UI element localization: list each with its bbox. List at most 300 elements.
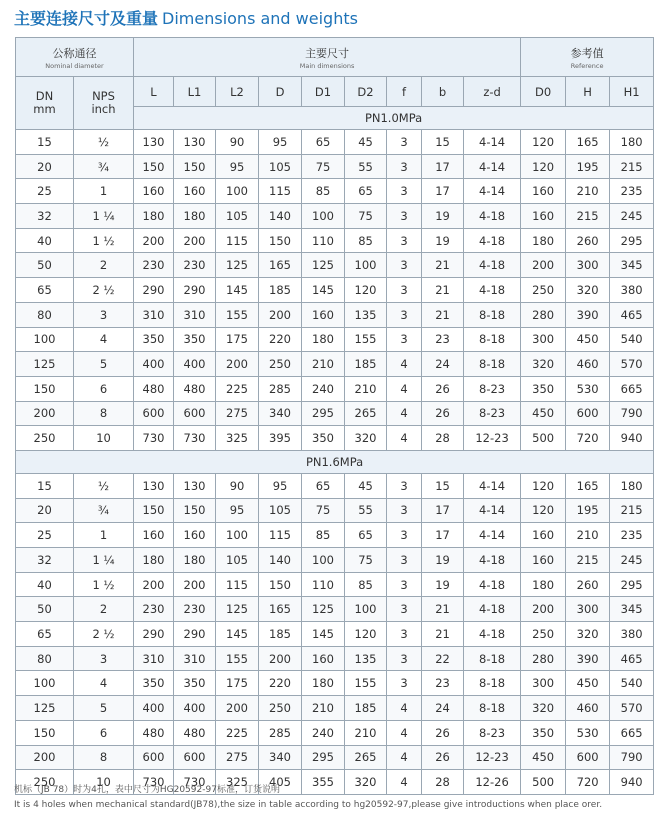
table-cell: 260: [566, 228, 610, 253]
table-cell: 130: [134, 473, 174, 498]
table-cell: 350: [134, 671, 174, 696]
table-cell: 195: [566, 154, 610, 179]
table-cell: 120: [521, 130, 566, 155]
table-cell: 80: [16, 302, 74, 327]
table-cell: 390: [566, 646, 610, 671]
table-cell: 530: [566, 376, 610, 401]
table-cell: 65: [302, 473, 345, 498]
table-cell: 295: [302, 745, 345, 770]
col-header-b: b: [422, 77, 464, 107]
table-cell: 570: [610, 352, 654, 377]
table-cell: 95: [216, 154, 259, 179]
table-cell: 3: [74, 646, 134, 671]
table-cell: 160: [521, 179, 566, 204]
table-cell: 3: [387, 498, 422, 523]
table-cell: 5: [74, 696, 134, 721]
table-cell: 250: [16, 770, 74, 795]
table-cell: 21: [422, 302, 464, 327]
table-cell: 125: [16, 352, 74, 377]
table-cell: 3: [387, 154, 422, 179]
table-cell: 215: [610, 498, 654, 523]
table-cell: 95: [216, 498, 259, 523]
table-cell: 460: [566, 696, 610, 721]
table-cell: 65: [16, 278, 74, 303]
table-row: [16, 498, 654, 523]
table-cell: 480: [134, 720, 174, 745]
table-row: [16, 401, 654, 426]
table-cell: 4: [74, 671, 134, 696]
table-cell: 15: [16, 130, 74, 155]
table-cell: 480: [134, 376, 174, 401]
table-cell: 320: [345, 770, 387, 795]
table-cell: 500: [521, 770, 566, 795]
section-pn10-body: [16, 130, 654, 451]
table-cell: 8-23: [464, 720, 521, 745]
table-cell: 95: [259, 473, 302, 498]
table-cell: 210: [345, 720, 387, 745]
table-cell: 1 ¼: [74, 548, 134, 573]
table-cell: 90: [216, 473, 259, 498]
footnote-zh: 机标（JB 78）时为4孔，表中尺寸为HG20592-97标准，订货说明: [14, 785, 280, 795]
table-cell: 3: [387, 523, 422, 548]
table-cell: 230: [174, 597, 216, 622]
table-cell: 3: [387, 671, 422, 696]
table-cell: 125: [302, 597, 345, 622]
title-zh: 主要连接尺寸及重量: [14, 9, 159, 28]
table-cell: 24: [422, 352, 464, 377]
table-cell: 180: [174, 548, 216, 573]
table-cell: 310: [174, 646, 216, 671]
table-cell: 3: [387, 204, 422, 229]
table-cell: 45: [345, 130, 387, 155]
table-cell: 150: [259, 572, 302, 597]
table-cell: ½: [74, 130, 134, 155]
table-cell: 185: [345, 352, 387, 377]
table-cell: 200: [216, 696, 259, 721]
col-header-f: f: [387, 77, 422, 107]
table-cell: 215: [566, 548, 610, 573]
table-cell: 145: [302, 278, 345, 303]
table-cell: 720: [566, 426, 610, 451]
table-cell: 4: [387, 770, 422, 795]
table-cell: 23: [422, 671, 464, 696]
table-cell: 400: [174, 352, 216, 377]
table-cell: 400: [134, 696, 174, 721]
table-cell: 85: [345, 228, 387, 253]
table-cell: 150: [16, 376, 74, 401]
table-cell: 180: [521, 228, 566, 253]
table-cell: 500: [521, 426, 566, 451]
table-cell: 24: [422, 696, 464, 721]
table-cell: 160: [174, 179, 216, 204]
section-label-pn10: PN1.0MPa: [134, 107, 654, 130]
table-cell: 465: [610, 302, 654, 327]
table-cell: 3: [387, 597, 422, 622]
table-cell: 105: [216, 548, 259, 573]
table-cell: 40: [16, 228, 74, 253]
table-cell: 240: [302, 376, 345, 401]
table-cell: 100: [16, 327, 74, 352]
group-main-dimensions: 主要尺寸 Main dimensions: [134, 38, 521, 77]
table-cell: 350: [302, 426, 345, 451]
table-cell: 100: [16, 671, 74, 696]
table-cell: 65: [16, 622, 74, 647]
table-cell: 4: [387, 720, 422, 745]
table-cell: 120: [345, 278, 387, 303]
table-cell: 180: [521, 572, 566, 597]
table-cell: 480: [174, 720, 216, 745]
table-cell: 20: [16, 498, 74, 523]
table-cell: 320: [566, 278, 610, 303]
table-cell: 275: [216, 745, 259, 770]
table-cell: 275: [216, 401, 259, 426]
table-cell: 3: [387, 130, 422, 155]
table-cell: 19: [422, 228, 464, 253]
table-cell: 4-14: [464, 498, 521, 523]
table-cell: 100: [345, 597, 387, 622]
table-cell: 175: [216, 671, 259, 696]
table-cell: 310: [174, 302, 216, 327]
table-cell: ¾: [74, 154, 134, 179]
table-cell: 8-18: [464, 302, 521, 327]
table-cell: 8: [74, 401, 134, 426]
table-cell: 250: [259, 696, 302, 721]
table-cell: 26: [422, 401, 464, 426]
table-cell: 4-18: [464, 622, 521, 647]
table-cell: 32: [16, 204, 74, 229]
table-cell: 290: [134, 278, 174, 303]
table-cell: 310: [134, 302, 174, 327]
table-cell: 8-23: [464, 401, 521, 426]
table-cell: 480: [174, 376, 216, 401]
table-cell: 135: [345, 302, 387, 327]
table-cell: 280: [521, 302, 566, 327]
table-row: [16, 720, 654, 745]
table-cell: 8-18: [464, 352, 521, 377]
table-cell: 130: [134, 130, 174, 155]
table-cell: 23: [422, 327, 464, 352]
table-cell: 540: [610, 327, 654, 352]
table-row: [16, 696, 654, 721]
table-cell: 340: [259, 745, 302, 770]
table-cell: 155: [216, 302, 259, 327]
table-cell: 600: [174, 745, 216, 770]
table-cell: 155: [345, 671, 387, 696]
table-cell: 115: [259, 523, 302, 548]
table-cell: 65: [345, 523, 387, 548]
table-cell: 940: [610, 770, 654, 795]
table-cell: 105: [259, 498, 302, 523]
table-cell: 115: [216, 572, 259, 597]
table-cell: 1: [74, 523, 134, 548]
table-cell: 100: [345, 253, 387, 278]
col-header-h1: H1: [610, 77, 654, 107]
table-cell: 290: [174, 278, 216, 303]
table-cell: 125: [216, 253, 259, 278]
table-row: [16, 622, 654, 647]
table-cell: 145: [216, 278, 259, 303]
table-cell: 100: [216, 523, 259, 548]
table-cell: 1 ½: [74, 228, 134, 253]
table-cell: 355: [302, 770, 345, 795]
table-cell: 295: [610, 572, 654, 597]
table-cell: 210: [302, 352, 345, 377]
table-cell: 105: [216, 204, 259, 229]
table-cell: 790: [610, 745, 654, 770]
table-cell: 180: [302, 327, 345, 352]
table-cell: 320: [345, 426, 387, 451]
table-cell: 45: [345, 473, 387, 498]
table-cell: 245: [610, 204, 654, 229]
table-cell: 4-14: [464, 523, 521, 548]
table-cell: 65: [302, 130, 345, 155]
table-cell: 200: [216, 352, 259, 377]
table-cell: 380: [610, 278, 654, 303]
table-cell: 2: [74, 253, 134, 278]
table-cell: 180: [302, 671, 345, 696]
table-cell: 350: [174, 671, 216, 696]
table-cell: 160: [174, 523, 216, 548]
table-cell: 665: [610, 720, 654, 745]
table-cell: 200: [259, 302, 302, 327]
table-cell: 200: [16, 745, 74, 770]
table-cell: 265: [345, 745, 387, 770]
table-cell: 155: [216, 646, 259, 671]
table-cell: 120: [521, 473, 566, 498]
table-cell: 4-18: [464, 253, 521, 278]
table-row: [16, 597, 654, 622]
table-cell: 12-23: [464, 745, 521, 770]
table-cell: 175: [216, 327, 259, 352]
col-header-d2: D2: [345, 77, 387, 107]
table-cell: 250: [521, 622, 566, 647]
table-cell: 730: [134, 426, 174, 451]
table-cell: 600: [174, 401, 216, 426]
table-cell: 195: [566, 498, 610, 523]
table-cell: 17: [422, 154, 464, 179]
table-cell: 600: [566, 401, 610, 426]
table-row: [16, 376, 654, 401]
group-nominal-diameter: 公称通径 Nominal diameter: [16, 38, 134, 77]
table-cell: 230: [174, 253, 216, 278]
table-cell: 4: [387, 376, 422, 401]
table-row: [16, 646, 654, 671]
table-cell: 265: [345, 401, 387, 426]
table-cell: 3: [387, 327, 422, 352]
table-cell: 215: [610, 154, 654, 179]
table-cell: 4-14: [464, 179, 521, 204]
table-cell: 22: [422, 646, 464, 671]
table-cell: 200: [259, 646, 302, 671]
table-row: [16, 327, 654, 352]
table-cell: 85: [302, 179, 345, 204]
table-cell: 450: [521, 745, 566, 770]
table-cell: 19: [422, 204, 464, 229]
table-cell: 95: [259, 130, 302, 155]
table-cell: 730: [174, 770, 216, 795]
table-row: [16, 179, 654, 204]
group-reference: 参考值 Reference: [521, 38, 654, 77]
table-cell: 140: [259, 204, 302, 229]
table-cell: 160: [302, 302, 345, 327]
table-cell: 150: [134, 498, 174, 523]
table-cell: 210: [566, 179, 610, 204]
section-pn16-body: [16, 473, 654, 794]
title-en: Dimensions and weights: [162, 9, 358, 28]
table-cell: 3: [387, 572, 422, 597]
table-cell: 200: [16, 401, 74, 426]
table-cell: 12-26: [464, 770, 521, 795]
table-cell: 230: [134, 253, 174, 278]
table-cell: 320: [566, 622, 610, 647]
table-cell: 110: [302, 228, 345, 253]
table-cell: 100: [302, 204, 345, 229]
table-cell: 160: [521, 204, 566, 229]
table-cell: 8-18: [464, 327, 521, 352]
table-cell: 75: [302, 154, 345, 179]
table-cell: 3: [387, 473, 422, 498]
table-cell: 400: [134, 352, 174, 377]
table-cell: 200: [134, 228, 174, 253]
table-cell: 730: [134, 770, 174, 795]
table-cell: 200: [134, 572, 174, 597]
col-header-dn: DN mm: [16, 77, 74, 130]
table-cell: 26: [422, 745, 464, 770]
table-cell: 180: [610, 473, 654, 498]
table-cell: 26: [422, 720, 464, 745]
table-cell: 135: [345, 646, 387, 671]
table-cell: 465: [610, 646, 654, 671]
table-cell: 28: [422, 426, 464, 451]
table-cell: 165: [566, 473, 610, 498]
table-cell: 150: [134, 154, 174, 179]
table-cell: 4-18: [464, 204, 521, 229]
table-cell: 200: [521, 597, 566, 622]
table-row: [16, 130, 654, 155]
table-cell: 250: [521, 278, 566, 303]
table-cell: 21: [422, 278, 464, 303]
table-cell: 4: [387, 352, 422, 377]
table-cell: 8: [74, 745, 134, 770]
table-cell: 4: [387, 426, 422, 451]
table-cell: 15: [422, 130, 464, 155]
table-cell: 320: [521, 352, 566, 377]
table-cell: 3: [387, 253, 422, 278]
table-cell: 295: [302, 401, 345, 426]
table-cell: 75: [302, 498, 345, 523]
table-row: [16, 253, 654, 278]
table-cell: 15: [16, 473, 74, 498]
table-cell: 300: [566, 597, 610, 622]
table-cell: 15: [422, 473, 464, 498]
table-cell: 720: [566, 770, 610, 795]
footnote: [14, 783, 602, 813]
table-cell: 4-18: [464, 278, 521, 303]
table-cell: 32: [16, 548, 74, 573]
table-cell: 320: [521, 696, 566, 721]
table-cell: 6: [74, 720, 134, 745]
table-cell: 26: [422, 376, 464, 401]
table-cell: 17: [422, 179, 464, 204]
table-cell: 4: [387, 696, 422, 721]
page-title: [14, 6, 358, 29]
table-cell: 125: [16, 696, 74, 721]
table-cell: 790: [610, 401, 654, 426]
table-cell: 325: [216, 770, 259, 795]
col-header-h: H: [566, 77, 610, 107]
table-cell: 730: [174, 426, 216, 451]
table-cell: 210: [302, 696, 345, 721]
table-cell: 4-18: [464, 228, 521, 253]
table-cell: 55: [345, 498, 387, 523]
table-cell: 285: [259, 376, 302, 401]
table-cell: 100: [302, 548, 345, 573]
table-cell: 240: [302, 720, 345, 745]
table-cell: 130: [174, 473, 216, 498]
table-cell: 665: [610, 376, 654, 401]
table-cell: 570: [610, 696, 654, 721]
table-cell: 3: [387, 302, 422, 327]
table-cell: 220: [259, 671, 302, 696]
table-cell: 3: [387, 548, 422, 573]
table-cell: 115: [216, 228, 259, 253]
table-cell: 600: [134, 401, 174, 426]
table-cell: 160: [521, 523, 566, 548]
table-cell: 12-23: [464, 426, 521, 451]
table-cell: 165: [259, 253, 302, 278]
table-cell: 110: [302, 572, 345, 597]
table-cell: 250: [259, 352, 302, 377]
table-row: [16, 671, 654, 696]
table-cell: 3: [74, 302, 134, 327]
table-cell: 290: [134, 622, 174, 647]
table-cell: 150: [259, 228, 302, 253]
table-cell: 450: [566, 327, 610, 352]
table-cell: 50: [16, 253, 74, 278]
table-cell: 160: [134, 179, 174, 204]
col-header-d0: D0: [521, 77, 566, 107]
table-cell: 210: [566, 523, 610, 548]
col-header-l1: L1: [174, 77, 216, 107]
table-cell: ¾: [74, 498, 134, 523]
section-label-pn16: PN1.6MPa: [16, 450, 654, 473]
table-cell: 65: [345, 179, 387, 204]
table-cell: 600: [134, 745, 174, 770]
table-cell: 310: [134, 646, 174, 671]
table-cell: 145: [302, 622, 345, 647]
table-cell: 8-18: [464, 696, 521, 721]
table-cell: 28: [422, 770, 464, 795]
table-cell: 180: [134, 548, 174, 573]
table-cell: 350: [521, 376, 566, 401]
table-cell: 340: [259, 401, 302, 426]
table-cell: 450: [566, 671, 610, 696]
table-cell: 100: [216, 179, 259, 204]
table-cell: 165: [259, 597, 302, 622]
table-cell: 145: [216, 622, 259, 647]
table-cell: 8-18: [464, 646, 521, 671]
table-cell: 395: [259, 426, 302, 451]
table-cell: 530: [566, 720, 610, 745]
col-header-nps: NPS inch: [74, 77, 134, 130]
table-cell: 10: [74, 770, 134, 795]
table-cell: 185: [259, 622, 302, 647]
col-header-l2: L2: [216, 77, 259, 107]
table-cell: 4-18: [464, 548, 521, 573]
table-cell: 75: [345, 548, 387, 573]
table-cell: 140: [259, 548, 302, 573]
table-cell: ½: [74, 473, 134, 498]
